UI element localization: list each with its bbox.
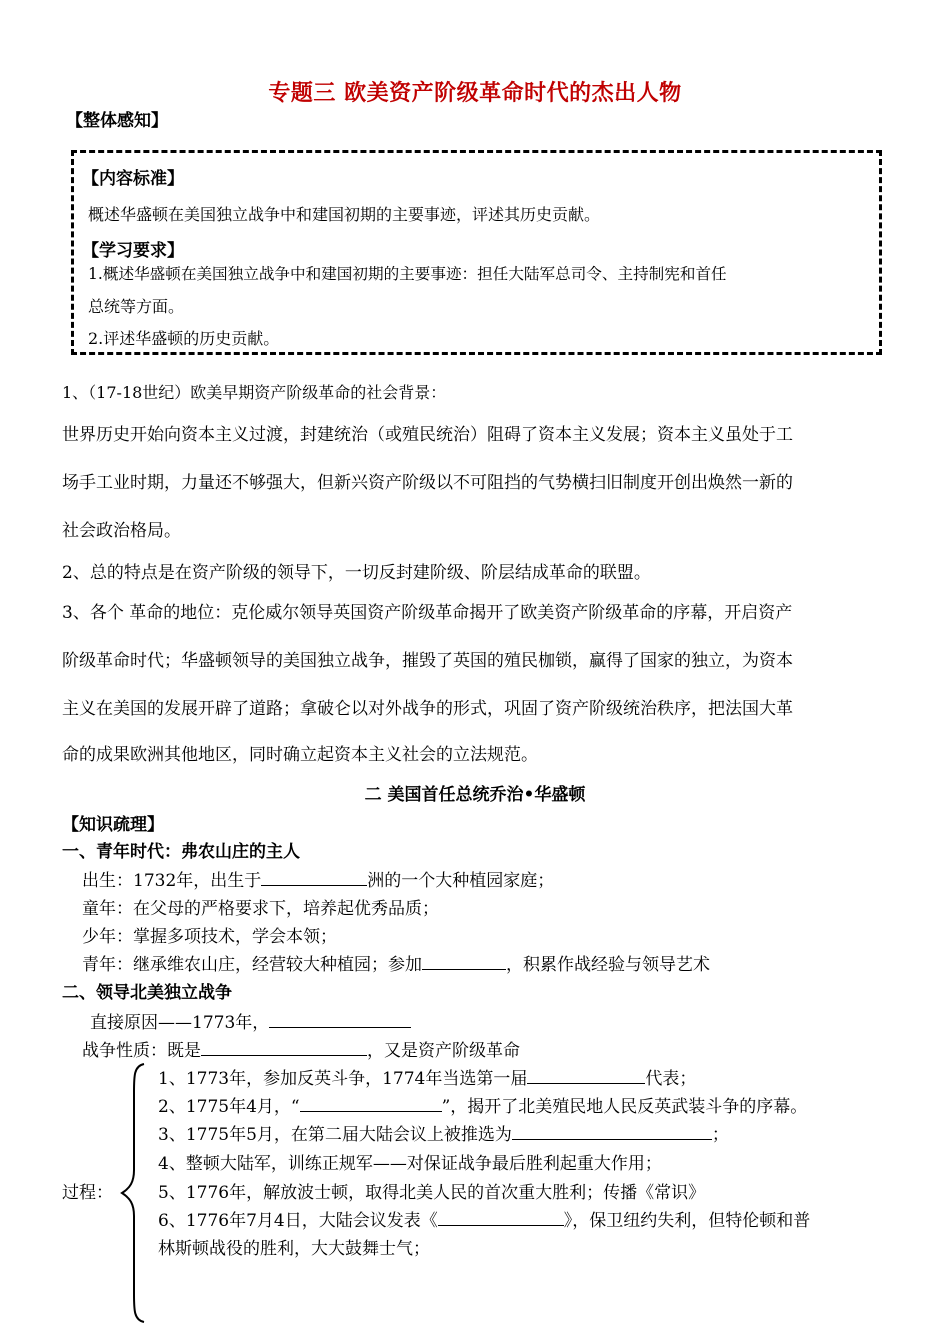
- requirement-1-line2: 总统等方面。: [88, 297, 185, 316]
- birth-text-a: 出生：1732年，出生于: [82, 871, 262, 891]
- direct-cause-line: [90, 1008, 411, 1033]
- process-item-4: 4、整顿大陆军，训练正规军——对保证战争最后胜利起重大作用；: [158, 1154, 662, 1174]
- youth-text-a: 青年：继承维农山庄，经营较大种植园；参加: [82, 955, 422, 975]
- youth-text-b: ，积累作战经验与领导艺术: [506, 955, 710, 975]
- curly-brace-icon: [118, 1062, 152, 1324]
- process-item-1-blank[interactable]: [527, 1065, 645, 1084]
- war-nature-text-a: 战争性质：既是: [82, 1041, 201, 1061]
- paragraph-2: 2、总的特点是在资产阶级的领导下，一切反封建阶级、阶层结成革命的联盟。: [62, 563, 651, 583]
- part-1-heading: 一、青年时代：弗农山庄的主人: [62, 842, 300, 862]
- requirement-2: 2.评述华盛顿的历史贡献。: [88, 329, 280, 348]
- birth-line: [82, 866, 554, 891]
- process-item-2-text-a: 2、1775年4月，“: [158, 1097, 300, 1117]
- section-2-title: 二 美国首任总统乔治•华盛顿: [364, 785, 586, 805]
- page-title: 专题三 欧美资产阶级革命时代的杰出人物: [268, 81, 682, 106]
- war-nature-text-b: ，又是资产阶级革命: [367, 1041, 520, 1061]
- process-item-1-text-b: 代表；: [645, 1069, 697, 1089]
- process-item-3-text-a: 3、1775年5月，在第二届大陆会议上被推选为: [158, 1125, 512, 1145]
- youth-line: [82, 950, 710, 975]
- war-nature-line: [82, 1036, 520, 1061]
- youth-blank[interactable]: [422, 951, 506, 970]
- process-item-6-continued: 林斯顿战役的胜利，大大鼓舞士气；: [158, 1239, 430, 1259]
- process-item-5: 5、1776年，解放波士顿，取得北美人民的首次重大胜利；传播《常识》: [158, 1183, 706, 1203]
- process-item-6: [158, 1206, 810, 1231]
- paragraph-1-line2: 场手工业时期，力量还不够强大，但新兴资产阶级以不可阻挡的气势横扫旧制度开创出焕然一新的: [62, 473, 793, 493]
- process-item-3: [158, 1120, 729, 1145]
- juvenile-line: 少年：掌握多项技术，学会本领；: [82, 927, 337, 947]
- process-item-2: [158, 1092, 807, 1117]
- process-item-6-text-b: 》，保卫纽约失利，但特伦顿和普: [563, 1211, 811, 1231]
- process-item-6-text-a: 6、1776年7月4日，大陆会议发表《: [158, 1211, 438, 1231]
- war-nature-blank[interactable]: [201, 1037, 367, 1056]
- direct-cause-blank[interactable]: [269, 1009, 411, 1028]
- process-item-2-text-b: ”，揭开了北美殖民地人民反英武装斗争的序幕。: [441, 1097, 808, 1117]
- birth-text-b: 洲的一个大种植园家庭；: [367, 871, 555, 891]
- process-item-1-text-a: 1、1773年，参加反英斗争，1774年当选第一届: [158, 1069, 528, 1089]
- learning-requirement-header: 【学习要求】: [82, 241, 184, 261]
- standards-box: [71, 150, 882, 355]
- process-item-2-blank[interactable]: [300, 1093, 442, 1112]
- childhood-line: 童年：在父母的严格要求下，培养起优秀品质；: [82, 899, 439, 919]
- process-label: 过程：: [62, 1183, 113, 1203]
- content-standard-header: 【内容标准】: [82, 169, 184, 189]
- overall-header: 【整体感知】: [66, 111, 168, 131]
- process-item-3-text-b: ；: [711, 1125, 729, 1145]
- paragraph-3-line4: 命的成果欧洲其他地区，同时确立起资本主义社会的立法规范。: [62, 745, 538, 765]
- knowledge-review-header: 【知识疏理】: [62, 815, 164, 835]
- requirement-1-line1: 1.概述华盛顿在美国独立战争中和建国初期的主要事迹：担任大陆军总司令、主持制宪和首任: [88, 265, 727, 283]
- paragraph-3-line2: 阶级革命时代；华盛顿领导的美国独立战争，摧毁了英国的殖民枷锁，赢得了国家的独立，为资本: [62, 651, 793, 671]
- process-item-6-blank[interactable]: [438, 1207, 564, 1226]
- paragraph-1-line3: 社会政治格局。: [62, 521, 181, 541]
- paragraph-1-line1: 世界历史开始向资本主义过渡，封建统治（或殖民统治）阻碍了资本主义发展；资本主义虽处于工: [62, 425, 793, 445]
- paragraph-3-line3: 主义在美国的发展开辟了道路；拿破仑以对外战争的形式，巩固了资产阶级统治秩序，把法国大革: [62, 699, 793, 719]
- process-item-3-blank[interactable]: [512, 1121, 712, 1140]
- birth-blank[interactable]: [261, 867, 367, 886]
- paragraph-3-line1: 3、各个 革命的地位：克伦威尔领导英国资产阶级革命揭开了欧美资产阶级革命的序幕，开启资产: [62, 603, 793, 623]
- paragraph-1-heading: 1、（17-18世纪）欧美早期资产阶级革命的社会背景：: [62, 383, 447, 402]
- part-2-heading: 二、领导北美独立战争: [62, 983, 232, 1003]
- direct-cause-text: 直接原因——1773年，: [90, 1013, 270, 1033]
- content-standard-text: 概述华盛顿在美国独立战争中和建国初期的主要事迹，评述其历史贡献。: [88, 205, 601, 224]
- process-item-1: [158, 1064, 696, 1089]
